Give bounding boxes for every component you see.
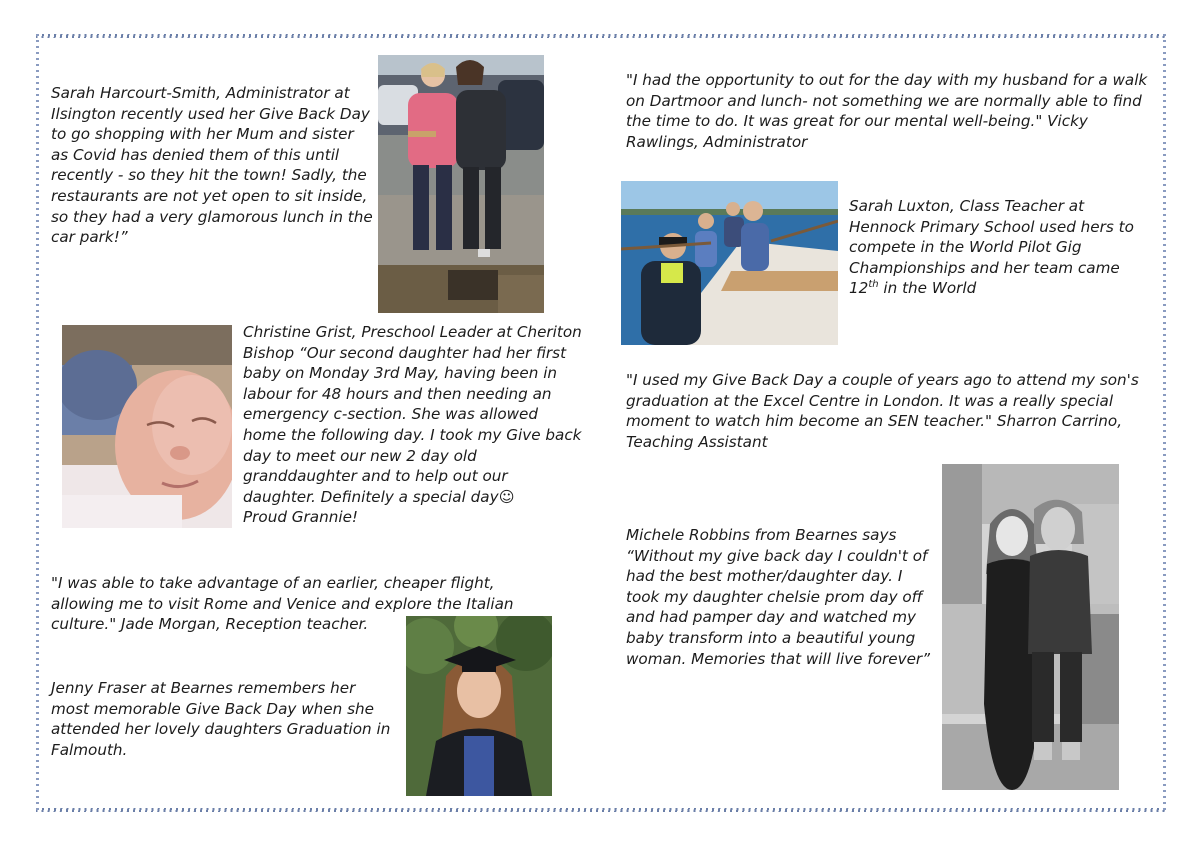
story-christine-grist <box>243 322 583 528</box>
border-right <box>1163 34 1166 812</box>
story-sharron-carrino: "I used my Give Back Day a couple of years ago to attend my son's graduation at the Excel Centre in London. It was a really special moment to watch him become an SEN teacher." Sharron Carrino, Teaching Assistant <box>626 371 1139 451</box>
border-top <box>36 34 1166 38</box>
story-vicky-rawlings: "I had the opportunity to out for the day with my husband for a walk on Dartmoor and lunch- not something we are normally able to find the time to do. It was great for our mental well-being." Vicky Rawlings, Administrator <box>626 71 1148 151</box>
story-jenny-fraser: Jenny Fraser at Bearnes remembers her most memorable Give Back Day when she attended her lovely daughters Graduation in Falmouth. <box>51 679 391 759</box>
photo-pilot-gig-rowing <box>621 181 838 345</box>
photo-shopping-car-park <box>378 55 544 313</box>
story-luxton-text: Sarah Luxton, Class Teacher at Hennock Primary School used hers to compete in the World Pilot Gig Championships and her team came 12 <box>849 197 1134 298</box>
smiley-icon: ☺ <box>498 487 515 506</box>
story-luxton-ordinal: th <box>868 279 879 291</box>
photo-graduation-jenny <box>406 616 552 796</box>
story-christine-text: Christine Grist, Preschool Leader at Cheriton Bishop “Our second daughter had her first baby on Monday 3rd May, having been in labour for 48 hours and then needing an emergency c-section. She was allowed home the following day. I took my Give back day to meet our new 2 day old granddaughter and to help out our daughter. Definitely a special day <box>243 323 582 506</box>
photo-newborn-baby <box>62 325 232 528</box>
story-jade-morgan: "I was able to take advantage of an earlier, cheaper flight, allowing me to visit Rome and Venice and explore the Italian culture." Jade Morgan, Reception teacher. <box>51 574 514 634</box>
border-left <box>36 34 39 812</box>
story-michele-robbins: Michele Robbins from Bearnes says “Without my give back day I couldn't of had the best mother/daughter day. I took my daughter chelsie prom day off and had pamper day and watched my baby transform into a beautiful young woman. Memories that will live forever” <box>626 526 931 668</box>
story-sarah-harcourt-smith: Sarah Harcourt-Smith, Administrator at Ilsington recently used her Give Back Day to go shopping with her Mum and sister as Covid has denied them of this until recently - so they hit the town! Sadly, the restaurants are not yet open to sit inside, so they had a very glamorous lunch in the car park!” <box>51 84 373 247</box>
border-bottom <box>36 808 1166 812</box>
story-sarah-luxton <box>849 196 1154 299</box>
story-luxton-end: in the World <box>878 279 977 298</box>
story-christine-signoff: Proud Grannie! <box>243 508 359 527</box>
photo-mother-daughter-prom <box>942 464 1119 790</box>
